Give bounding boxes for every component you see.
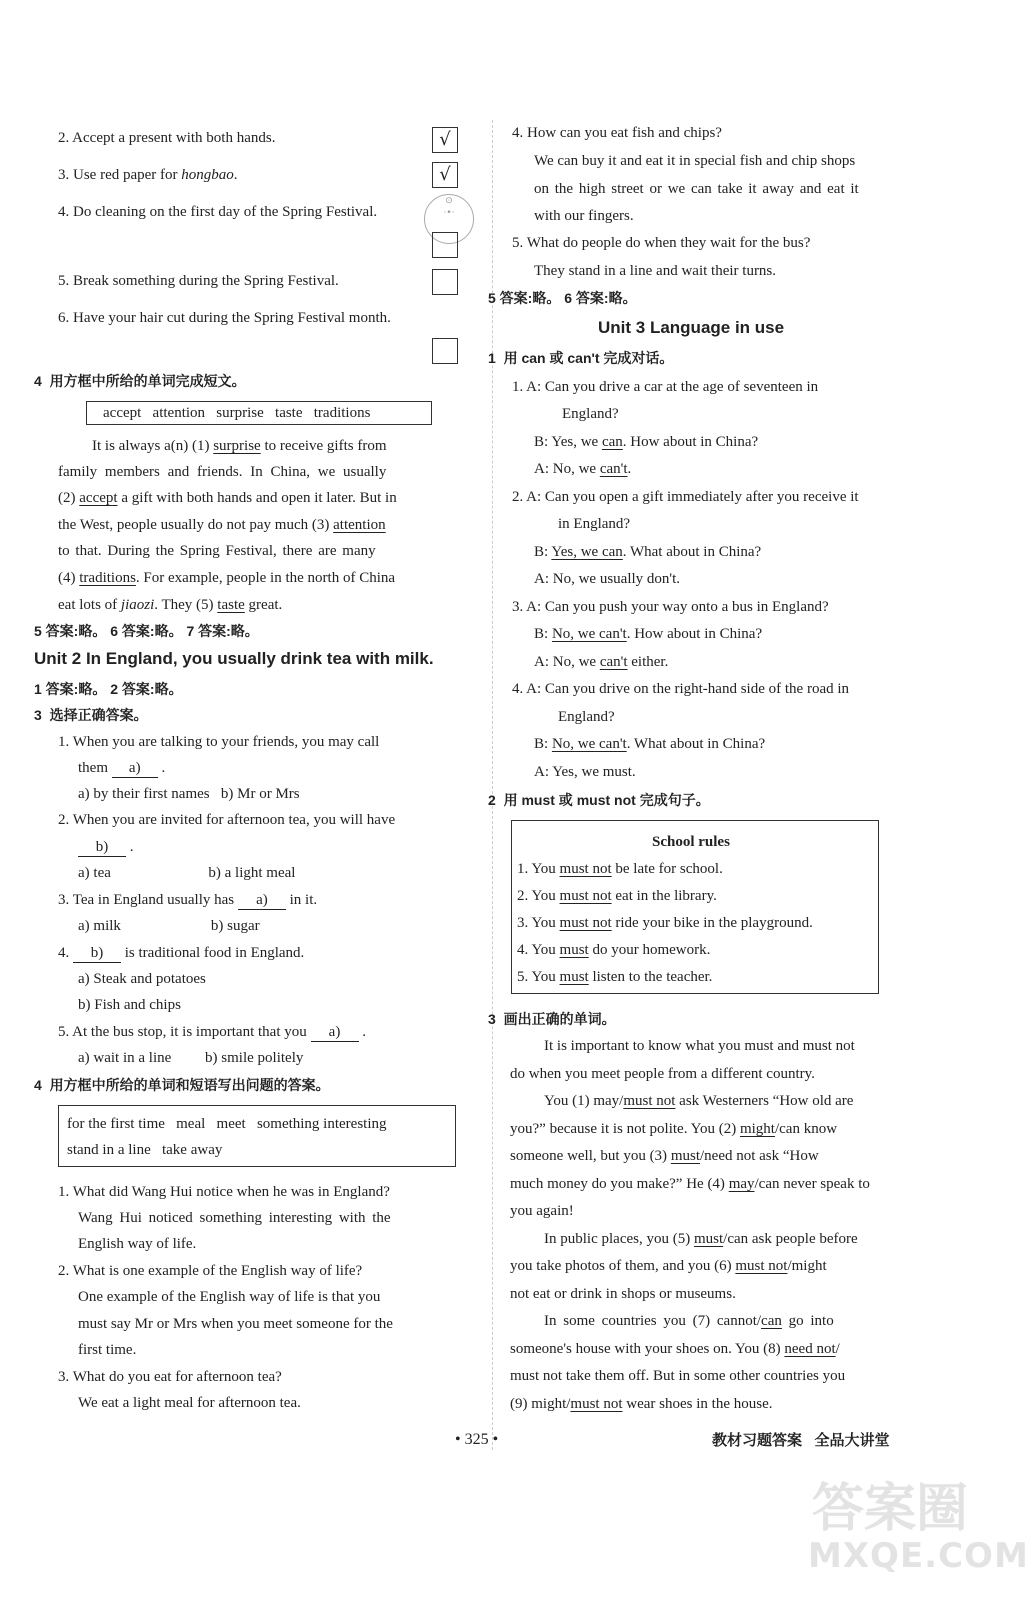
- section-title: 1 用 can 或 can't 完成对话。: [488, 350, 674, 366]
- question: 1. What did Wang Hui notice when he was in England?: [58, 1184, 390, 1200]
- column-divider: [492, 120, 493, 1450]
- answer: We eat a light meal for afternoon tea.: [78, 1395, 301, 1411]
- page-number: • 325 •: [455, 1431, 499, 1448]
- item-5: 5. Break something during the Spring Festival.: [58, 273, 339, 289]
- answer: Wang Hui noticed something interesting with the: [78, 1210, 391, 1226]
- section-title: 3 画出正确的单词。: [488, 1011, 616, 1027]
- answer: One example of the English way of life is that you: [78, 1289, 381, 1305]
- rule-line: 2. You must not eat in the library.: [517, 888, 717, 904]
- question: 3. Tea in England usually has a) in it.: [58, 892, 318, 908]
- passage-line: You (1) may/must not ask Westerners “How old are: [544, 1093, 854, 1109]
- section-title: 3 选择正确答案。: [34, 707, 148, 723]
- dialogue-line: A: No, we usually don't.: [534, 571, 681, 587]
- passage-line: In public places, you (5) must/can ask people before: [544, 1231, 858, 1247]
- passage-line: someone's house with your shoes on. You (8) need not/: [510, 1341, 840, 1357]
- passage-line: you?” because it is not polite. You (2) might/can know: [510, 1121, 838, 1137]
- checkbox-empty: [432, 338, 458, 364]
- dialogue-line: 1. A: Can you drive a car at the age of seventeen in: [512, 379, 819, 395]
- answer: on the high street or we can take it away and eat it: [534, 181, 859, 197]
- question: them a) .: [78, 760, 166, 776]
- dialogue-line: A: No, we can't.: [534, 461, 632, 477]
- question: 3. What do you eat for afternoon tea?: [58, 1369, 282, 1385]
- option: a) Steak and potatoes: [78, 971, 206, 987]
- passage-line: you take photos of them, and you (6) must not/might: [510, 1258, 827, 1274]
- checkbox-checked: √: [432, 162, 458, 188]
- school-rules-box: [511, 820, 879, 994]
- item-6: 6. Have your hair cut during the Spring Festival month.: [58, 310, 391, 326]
- passage-line: much money do you make?” He (4) may/can never speak to: [510, 1176, 870, 1192]
- checkbox-checked: √: [432, 127, 458, 153]
- passage-line: you again!: [510, 1203, 574, 1219]
- passage-line: eat lots of jiaozi. They (5) taste great.: [58, 597, 283, 613]
- passage-line: do when you meet people from a different country.: [510, 1066, 815, 1082]
- options: a) by their first names b) Mr or Mrs: [78, 786, 300, 802]
- phrase-box: [58, 1105, 456, 1167]
- passage-line: (9) might/must not wear shoes in the house.: [510, 1396, 773, 1412]
- item-4: 4. Do cleaning on the first day of the Spring Festival.: [58, 204, 378, 220]
- passage-line: to that. During the Spring Festival, there are many: [58, 543, 376, 559]
- dialogue-line: 4. A: Can you drive on the right-hand side of the road in: [512, 681, 850, 697]
- answers-omitted: 1 答案:略。 2 答案:略。: [34, 681, 183, 697]
- passage-line: In some countries you (7) cannot/can go into: [544, 1313, 834, 1329]
- dialogue-line: A: No, we can't either.: [534, 654, 669, 670]
- word-box: [86, 401, 432, 425]
- dialogue-line: England?: [562, 406, 619, 422]
- dialogue-line: England?: [558, 709, 615, 725]
- passage-line: not eat or drink in shops or museums.: [510, 1286, 736, 1302]
- dialogue-line: B: No, we can't. What about in China?: [534, 736, 766, 752]
- question: 5. What do people do when they wait for the bus?: [512, 235, 811, 251]
- book-label: 教材习题答案 全品大讲堂: [712, 1432, 890, 1449]
- rule-line: 4. You must do your homework.: [517, 942, 711, 958]
- question: 5. At the bus stop, it is important that you a) .: [58, 1024, 366, 1040]
- answer: English way of life.: [78, 1236, 197, 1252]
- options: a) milk b) sugar: [78, 918, 260, 934]
- item-2: 2. Accept a present with both hands.: [58, 130, 276, 146]
- dialogue-line: 2. A: Can you open a gift immediately after you receive it: [512, 489, 859, 505]
- question: 4. b) is traditional food in England.: [58, 945, 305, 961]
- question: 2. When you are invited for afternoon tea, you will have: [58, 812, 396, 828]
- rule-line: 3. You must not ride your bike in the playground.: [517, 915, 813, 931]
- answers-omitted: 5 答案:略。 6 答案:略。: [488, 290, 637, 306]
- phrase-box-line: stand in a line take away: [67, 1142, 223, 1158]
- rules-title: School rules: [652, 834, 730, 850]
- dialogue-line: in England?: [558, 516, 631, 532]
- passage-line: It is always a(n) (1) surprise to receive gifts from: [92, 438, 387, 454]
- phrase-box-line: for the first time meal meet something interesting: [67, 1116, 387, 1132]
- dialogue-line: B: Yes, we can. What about in China?: [534, 544, 762, 560]
- dialogue-line: 3. A: Can you push your way onto a bus in England?: [512, 599, 829, 615]
- rule-line: 1. You must not be late for school.: [517, 861, 723, 877]
- rule-line: 5. You must listen to the teacher.: [517, 969, 713, 985]
- answer: We can buy it and eat it in special fish and chip shops: [534, 153, 856, 169]
- dialogue-line: B: No, we can't. How about in China?: [534, 626, 763, 642]
- item-3: 3. Use red paper for hongbao.: [58, 167, 238, 183]
- unit-2-title: Unit 2 In England, you usually drink tea with milk.: [34, 649, 434, 668]
- question: 2. What is one example of the English way of life?: [58, 1263, 363, 1279]
- passage-line: family members and friends. In China, we usually: [58, 464, 387, 480]
- question: 4. How can you eat fish and chips?: [512, 125, 722, 141]
- answers-omitted: 5 答案:略。 6 答案:略。 7 答案:略。: [34, 623, 259, 639]
- answer: first time.: [78, 1342, 137, 1358]
- answer: with our fingers.: [534, 208, 634, 224]
- passage-line: (2) accept a gift with both hands and open it later. But in: [58, 490, 397, 506]
- checkbox-empty: [432, 269, 458, 295]
- answer: They stand in a line and wait their turns.: [534, 263, 777, 279]
- answer: must say Mr or Mrs when you meet someone for the: [78, 1316, 393, 1332]
- unit-3-title: Unit 3 Language in use: [598, 318, 785, 337]
- section-title: 4 用方框中所给的单词完成短文。: [34, 373, 246, 389]
- dialogue-line: B: Yes, we can. How about in China?: [534, 434, 759, 450]
- options: a) wait in a line b) smile politely: [78, 1050, 304, 1066]
- dialogue-line: A: Yes, we must.: [534, 764, 636, 780]
- watermark-logo: 答案圈: [812, 1479, 969, 1539]
- question: b) .: [78, 838, 134, 857]
- passage-line: (4) traditions. For example, people in the north of China: [58, 570, 396, 586]
- option: b) Fish and chips: [78, 997, 181, 1013]
- options: a) tea b) a light meal: [78, 865, 296, 881]
- passage-line: must not take them off. But in some other countries you: [510, 1368, 846, 1384]
- checkbox-empty: [432, 232, 458, 258]
- passage-line: someone well, but you (3) must/need not ask “How: [510, 1148, 819, 1164]
- section-title: 4 用方框中所给的单词和短语写出问题的答案。: [34, 1077, 330, 1093]
- word-box-text: accept attention surprise taste traditions: [103, 405, 371, 421]
- stamp-seal: ⊙ ·•·: [424, 194, 474, 244]
- passage-line: It is important to know what you must and must not: [544, 1038, 855, 1054]
- passage-line: the West, people usually do not pay much (3) attention: [58, 517, 386, 533]
- question: 1. When you are talking to your friends, you may call: [58, 734, 380, 750]
- watermark-url: MXQE.COM: [808, 1536, 1029, 1576]
- section-title: 2 用 must 或 must not 完成句子。: [488, 792, 710, 808]
